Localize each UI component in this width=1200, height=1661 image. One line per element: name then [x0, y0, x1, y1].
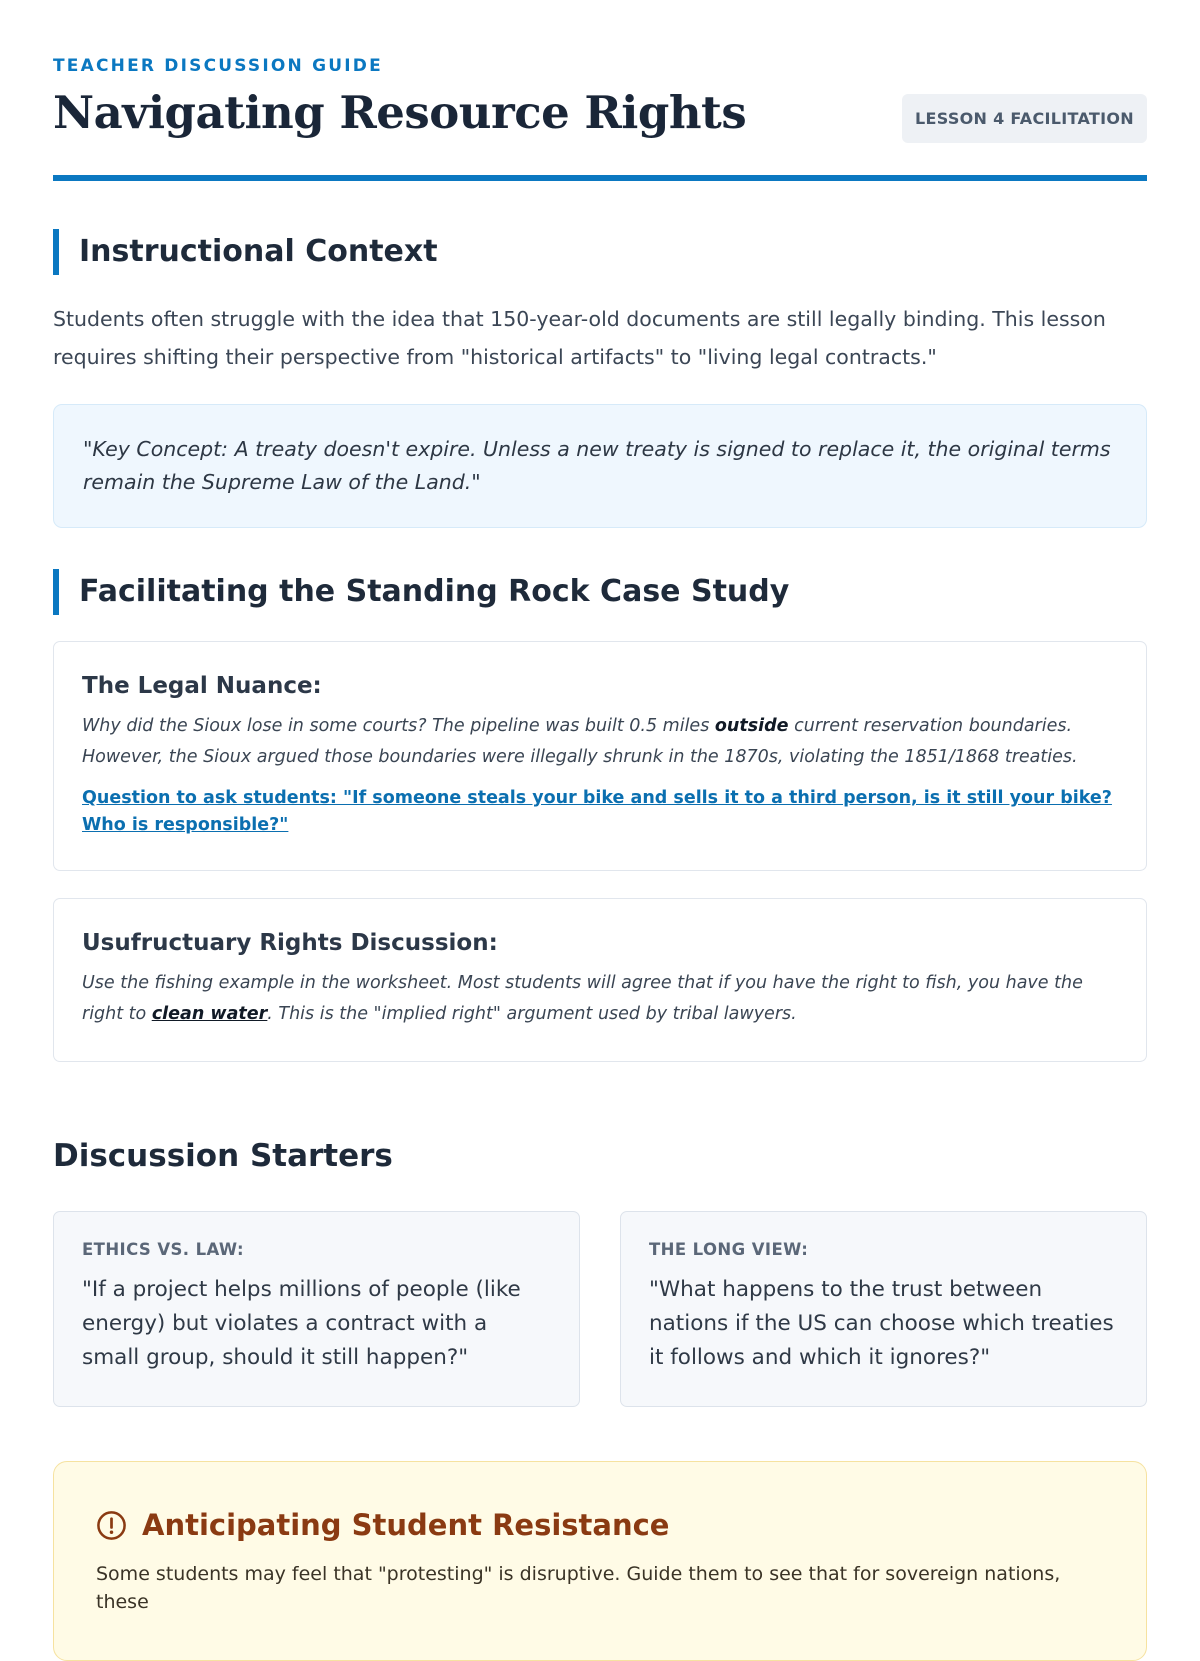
legal-nuance-title: The Legal Nuance: [82, 673, 322, 699]
starter-label: THE LONG VIEW: [649, 1240, 809, 1259]
key-concept-callout: "Key Concept: A treaty doesn't expire. Unless a new treaty is signed to replace it, the original terms remain the Supreme Law of the Land." [53, 404, 1147, 528]
student-resistance-callout [53, 1461, 1147, 1661]
page-header [53, 0, 1147, 181]
discussion-starters-heading: Discussion Starters [53, 1138, 393, 1174]
usufructuary-title: Usufructuary Rights Discussion: [82, 930, 498, 956]
student-question-link[interactable]: Question to ask students: "If someone steals your bike and sells it to a third person, is it still your bike? Who is responsible?" [82, 788, 1112, 835]
usufructuary-rights-card [53, 898, 1147, 1062]
starter-question: "If a project helps millions of people (like energy) but violates a contract with a small group, should it still happen?" [82, 1277, 521, 1370]
warning-header [96, 1508, 669, 1542]
guide-kicker: TEACHER DISCUSSION GUIDE [53, 56, 383, 76]
usufructuary-text: Use the fishing example in the worksheet. Most students will agree that if you have the right to fish, you have the right to clean water. This is the "implied right" argument used by tribal lawyers. [82, 973, 1083, 1024]
starter-card-long-view [620, 1211, 1147, 1407]
emphasis-clean-water: clean water [151, 1004, 268, 1024]
instructional-context-heading: Instructional Context [53, 229, 438, 275]
starter-card-ethics [53, 1211, 580, 1407]
starter-question: "What happens to the trust between nations if the US can choose which treaties it follows and which it ignores?" [649, 1277, 1114, 1370]
lesson-badge: LESSON 4 FACILITATION [902, 94, 1147, 143]
case-study-heading: Facilitating the Standing Rock Case Study [53, 569, 789, 615]
warning-text: Some students may feel that "protesting" is disruptive. Guide them to see that for sovereign nations, these [96, 1563, 1061, 1613]
emphasis-outside: outside [714, 716, 789, 736]
warning-title: Anticipating Student Resistance [142, 1508, 670, 1542]
page-title: Navigating Resource Rights [53, 86, 747, 139]
legal-nuance-card [53, 641, 1147, 871]
alert-circle-icon [96, 1510, 127, 1541]
instructional-context-text: Students often struggle with the idea that 150-year-old documents are still legally binding. This lesson requires shifting their perspective from "historical artifacts" to "living legal contracts." [53, 307, 1106, 369]
starter-label: ETHICS VS. LAW: [82, 1240, 245, 1259]
legal-nuance-text: Why did the Sioux lose in some courts? The pipeline was built 0.5 miles outside current reservation boundaries. However, the Sioux argued those boundaries were illegally shrunk in the 1870s, violating the 1851/1868 treaties. [82, 716, 1078, 767]
